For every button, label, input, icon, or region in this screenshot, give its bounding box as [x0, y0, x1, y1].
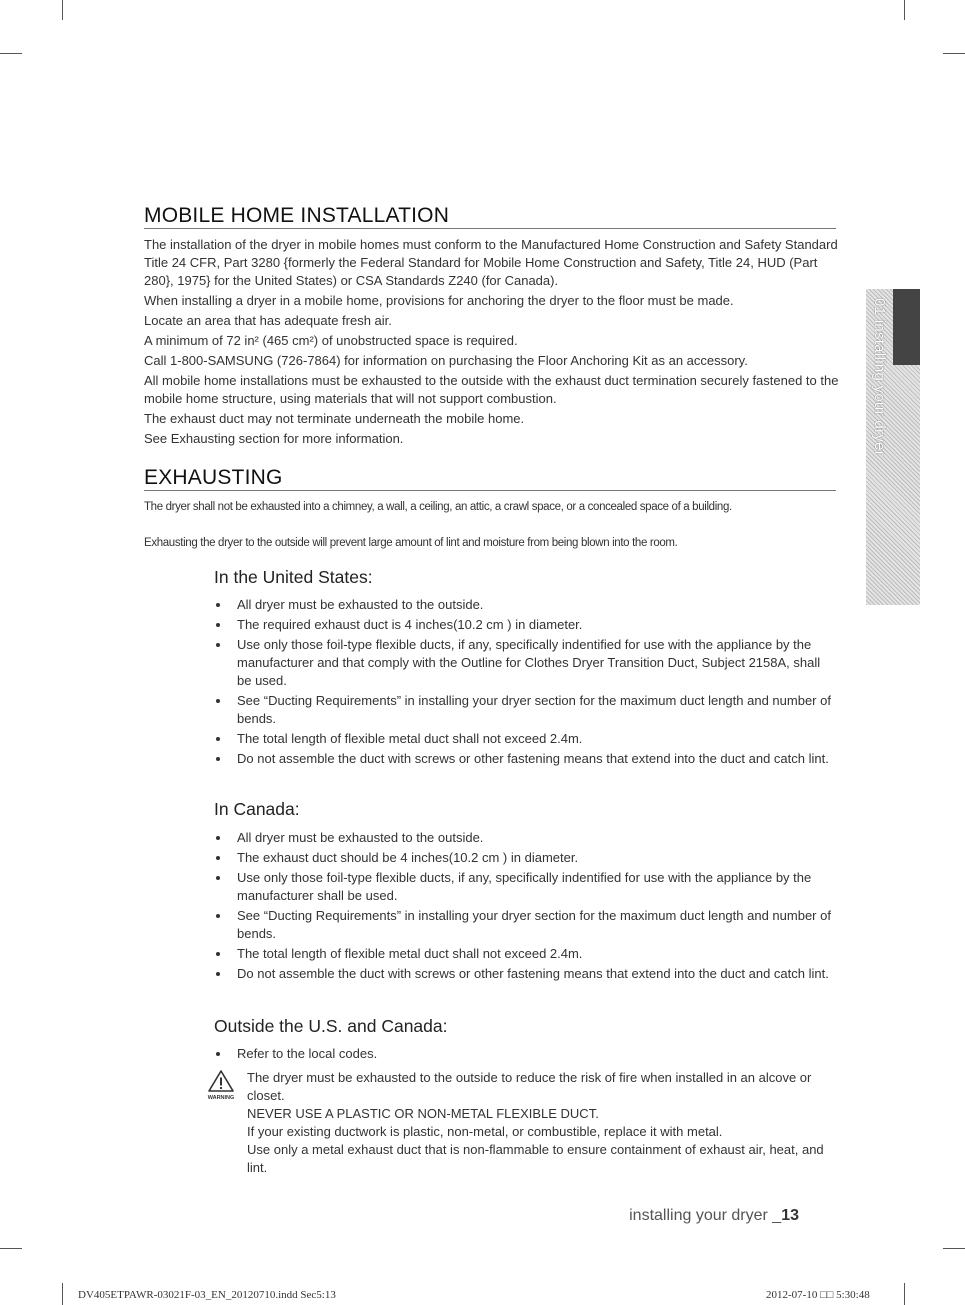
heading-rule — [144, 490, 836, 491]
crop-mark — [0, 1248, 22, 1249]
page-footer — [629, 1206, 799, 1226]
paragraph: The dryer shall not be exhausted into a chimney, a wall, a ceiling, an attic, a crawl space, or a concealed space of a building. — [144, 501, 732, 513]
paragraph: A minimum of 72 in² (465 cm²) of unobstructed space is required. — [144, 333, 518, 348]
warning-label: WARNING — [207, 1095, 235, 1100]
warning-line: If your existing ductwork is plastic, non-metal, or combustible, replace it with metal. — [247, 1124, 723, 1139]
warning-icon — [203, 1070, 239, 1100]
paragraph: See Exhausting section for more information. — [144, 431, 404, 446]
list-item: The total length of flexible metal duct shall not exceed 2.4m. — [214, 730, 838, 748]
warning-text — [247, 1069, 839, 1177]
chapter-tab-label: 01 installing your dryer — [871, 298, 888, 457]
crop-mark — [943, 53, 965, 54]
paragraph: When installing a dryer in a mobile home, provisions for anchoring the dryer to the floor must be made. — [144, 293, 734, 308]
exhausting-heading: EXHAUSTING — [144, 466, 283, 489]
warning-line: The dryer must be exhausted to the outside to reduce the risk of fire when installed in an alcove or closet. — [247, 1070, 812, 1103]
print-slug-file: DV405ETPAWR-03021F-03_EN_20120710.indd Sec5:13 — [78, 1289, 336, 1301]
paragraph: The installation of the dryer in mobile homes must conform to the Manufactured Home Construction and Safety Standard Title 24 CFR, Part 3280 {formerly the Federal Standard for Mobile Home Construction and Safety, Title 24, HUD (Part 280}, 1975} for the United States) or CSA Standards Z240 (for Canada). — [144, 237, 838, 288]
page-number: 13 — [781, 1207, 799, 1224]
list-item: Use only those foil-type flexible ducts, if any, specifically indentified for use with the appliance by the manufacturer and that comply with the Outline for Clothes Dryer Transition Duct, Subject 2158A, shall be used. — [214, 636, 838, 690]
list-item: The total length of flexible metal duct shall not exceed 2.4m. — [214, 945, 838, 963]
crop-mark — [62, 1283, 63, 1305]
print-slug-date: 2012-07-10 □□ 5:30:48 — [766, 1289, 870, 1301]
us-heading: In the United States: — [214, 567, 373, 587]
canada-list — [214, 829, 838, 985]
list-item: See “Ducting Requirements” in installing your dryer section for the maximum duct length and number of bends. — [214, 692, 838, 728]
outside-heading: Outside the U.S. and Canada: — [214, 1016, 448, 1036]
list-item: Do not assemble the duct with screws or other fastening means that extend into the duct and catch lint. — [214, 965, 838, 983]
list-item: The required exhaust duct is 4 inches(10.2 cm ) in diameter. — [214, 616, 838, 634]
crop-mark — [943, 1248, 965, 1249]
footer-section: installing your dryer _ — [629, 1207, 782, 1224]
canada-heading: In Canada: — [214, 799, 300, 819]
outside-list — [214, 1045, 838, 1065]
crop-mark — [904, 1283, 905, 1305]
mobile-home-heading: MOBILE HOME INSTALLATION — [144, 204, 450, 227]
paragraph: Exhausting the dryer to the outside will prevent large amount of lint and moisture from being blown into the room. — [144, 537, 678, 549]
chapter-tab-marker — [893, 289, 920, 365]
list-item: All dryer must be exhausted to the outside. — [214, 596, 838, 614]
paragraph: Call 1-800-SAMSUNG (726-7864) for information on purchasing the Floor Anchoring Kit as an accessory. — [144, 353, 748, 368]
heading-rule — [144, 228, 836, 229]
list-item: See “Ducting Requirements” in installing your dryer section for the maximum duct length and number of bends. — [214, 907, 838, 943]
crop-mark — [0, 53, 22, 54]
crop-mark — [904, 0, 905, 20]
list-item: Use only those foil-type flexible ducts, if any, specifically indentified for use with the appliance by the manufacturer shall be used. — [214, 869, 838, 905]
paragraph: All mobile home installations must be exhausted to the outside with the exhaust duct termination securely fastened to the mobile home structure, using materials that will not support combustion. — [144, 373, 839, 406]
list-item: All dryer must be exhausted to the outside. — [214, 829, 838, 847]
paragraph: Locate an area that has adequate fresh air. — [144, 313, 392, 328]
paragraph: The exhaust duct may not terminate underneath the mobile home. — [144, 411, 525, 426]
crop-mark — [62, 0, 63, 20]
us-list — [214, 596, 838, 770]
list-item: The exhaust duct should be 4 inches(10.2 cm ) in diameter. — [214, 849, 838, 867]
warning-line: Use only a metal exhaust duct that is non-flammable to ensure containment of exhaust air, heat, and lint. — [247, 1142, 824, 1175]
list-item: Do not assemble the duct with screws or other fastening means that extend into the duct and catch lint. — [214, 750, 838, 768]
warning-line: NEVER USE A PLASTIC OR NON-METAL FLEXIBLE DUCT. — [247, 1106, 599, 1121]
list-item: Refer to the local codes. — [214, 1045, 838, 1063]
